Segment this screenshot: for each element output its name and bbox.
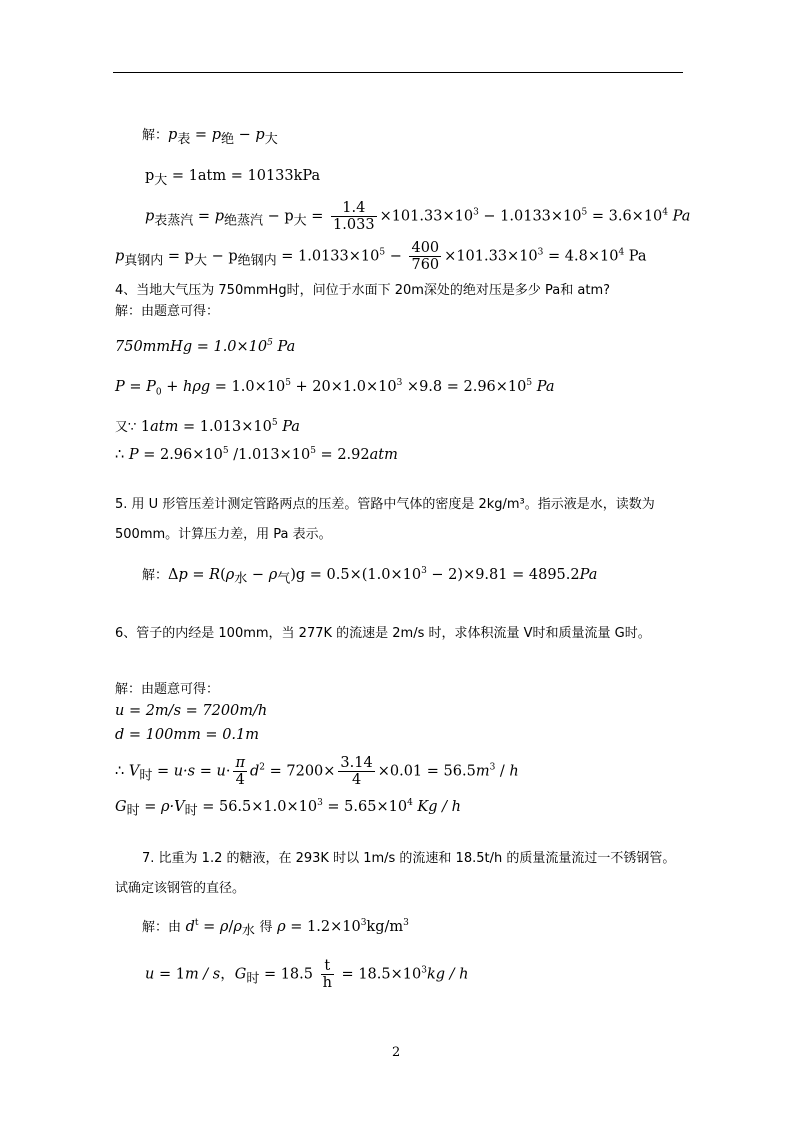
solution-line-19: $G_时 = \rho\cdot V_时 = 56.5\times 1.0\times 10^3 = 5.65\times 10^4$ Kg / h [115, 798, 461, 819]
problem-5-line-2: 500mm。计算压力差，用 Pa 表示。 [115, 527, 332, 542]
solution-line-13: 解：$\Delta p = R(\rho_水 - \rho_气)g = 0.5\times(1.0\times 10^3 - 2)\times 9.81 = 4895.2Pa$ [142, 566, 598, 587]
problem-4: 4、当地大气压为 750mmHg时，问位于水面下 20m深处的绝对压是多少 Pa和 atm? [115, 283, 611, 298]
problem-7-line-2: 试确定该钢管的直径。 [115, 881, 246, 896]
solution-line-2: $p_大 = 1atm = 10133kPa$ [145, 168, 321, 188]
problem-6: 6、管子的内经是 100mm，当 277K 的流速是 2m/s 时，求体积流量 V时和质量流量 G时。 [115, 626, 651, 641]
solution-line-17: d = 100mm = 0.1m [115, 727, 260, 743]
header-rule [113, 72, 683, 73]
problem-7-line-1: 7. 比重为 1.2 的糖液，在 293K 时以 1m/s 的流速和 18.5t/h 的质量流量流过一不锈钢管。 [142, 851, 676, 866]
solution-line-9: 又∵ $1atm = 1.013\times 10^5$ Pa [115, 418, 300, 435]
solution-line-18: ∴ $V_时 = u\cdot s = u\cdot$ $\frac{\pi}{4}$ $d^2 = 7200\times$ $\frac{3.14}{4}$ $\times 0.01 = 56.5m^3 / h$ [115, 755, 519, 788]
solution-intro-4: 解：由题意可得： [115, 304, 220, 319]
solution-line-22: 解：由 $d^t = \rho/\rho_水$ 得 $\rho = 1.2\times 10^3kg/m^3$ [142, 918, 409, 939]
page-number: 2 [392, 1045, 401, 1060]
solution-line-4: $p_{真钢内} = p_大 - p_{绝钢内} = 1.0133\times 10^5$ − $\frac{400}{760}$ $\times 101.33\times 10^3 = 4.8\times 10^4$ Pa [115, 240, 647, 273]
problem-5-line-1: 5. 用 U 形管压差计测定管路两点的压差。管路中气体的密度是 2kg/m³。指示液是水，读数为 [115, 497, 655, 512]
solution-line-8: $P = P_0 + h\rho g = 1.0\times 10^5 + 20\times 1.0\times 10^3 \times 9.8 = 2.96\times 10^5$ Pa [115, 378, 555, 398]
solution-line-23: u = 1m / s，$G_时 = 18.5$ $\frac{t}{h}$ = $18.5\times 10^3kg / h$ [145, 958, 469, 991]
solution-line-10: ∴ $P = 2.96\times 10^5$ $/1.013\times 10^5 = 2.92atm$ [115, 446, 398, 463]
solution-line-3: $p_{表蒸汽} = p_{绝蒸汽} - p_大$ = $\frac{1.4}{1.033}$ $\times 101.33\times 10^3 - 1.0133\times 10^5 = 3.6\times 10^4$ Pa [145, 200, 691, 233]
solution-intro-6: 解：由题意可得： [115, 682, 220, 697]
solution-line-7: 750mmHg = $1.0\times 10^5$ Pa [115, 338, 296, 355]
solution-line-16: u = 2m/s = 7200m/h [115, 703, 268, 719]
solution-line-1: 解：$p_表 = p_绝 - p_大$ [142, 127, 278, 147]
